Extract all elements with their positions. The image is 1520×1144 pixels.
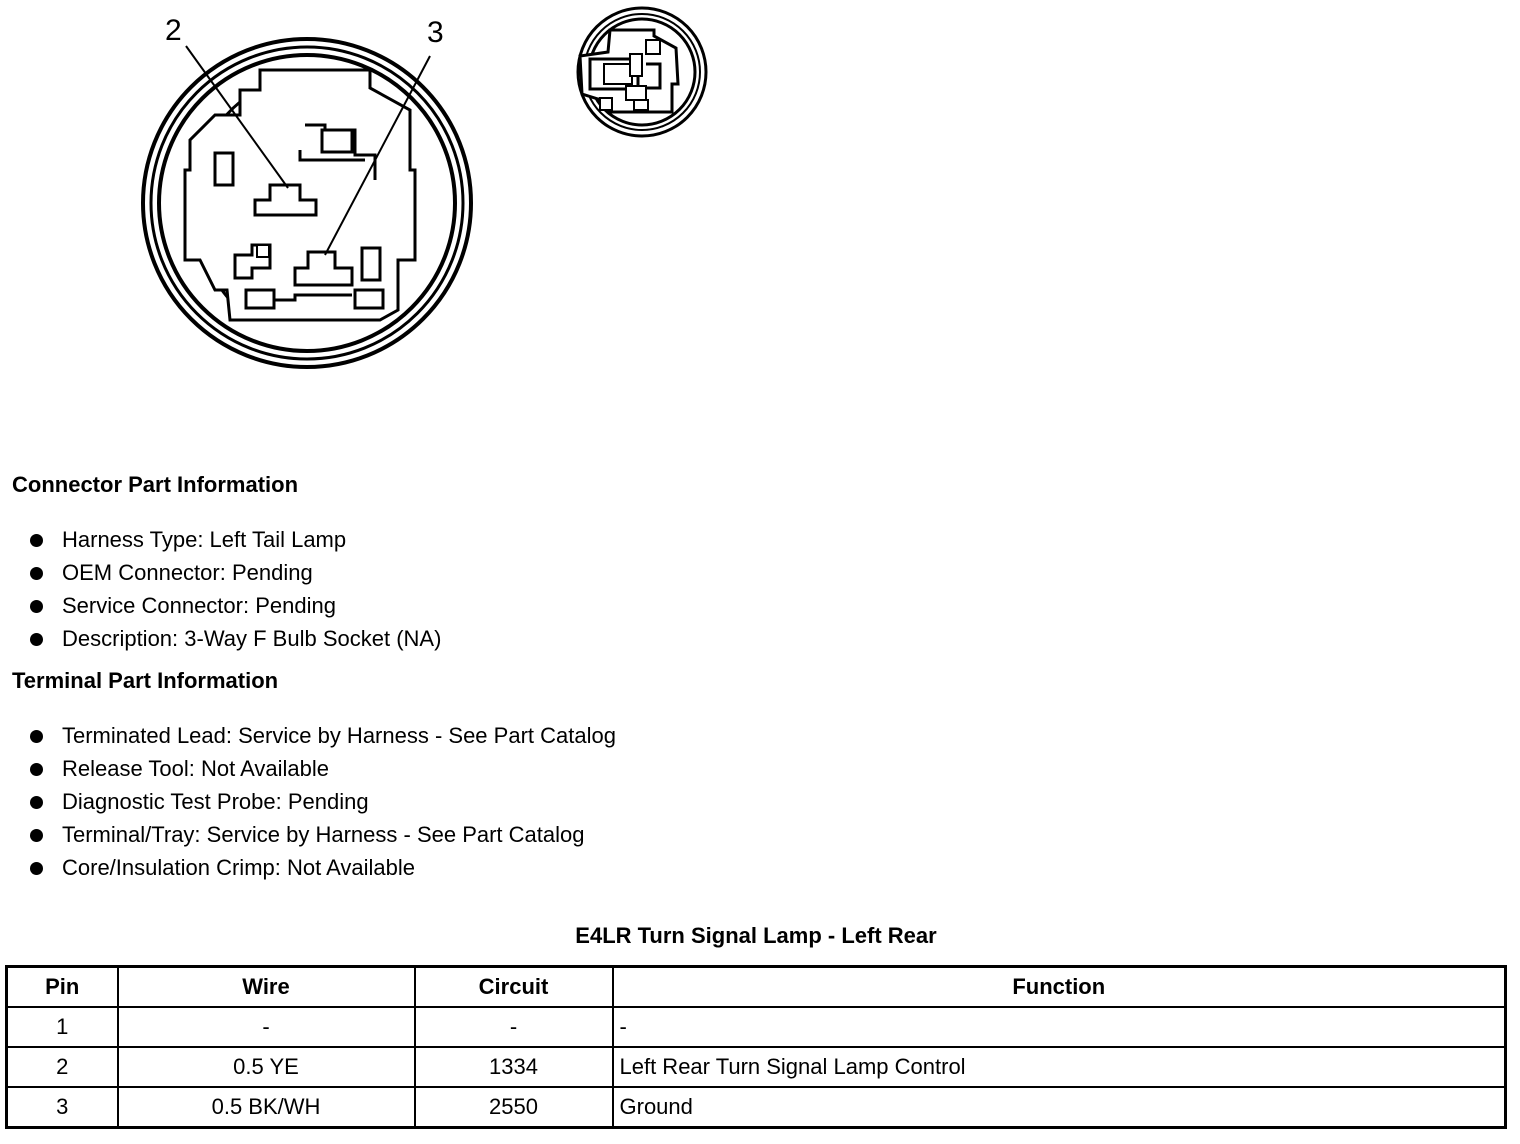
list-item-text: Service Connector: Pending — [62, 593, 336, 618]
bullet-icon — [30, 567, 43, 580]
list-item-text: Diagnostic Test Probe: Pending — [62, 789, 369, 814]
list-item — [28, 589, 441, 622]
header-wire: Wire — [118, 967, 415, 1008]
header-function: Function — [613, 967, 1506, 1008]
connector-face-diagram — [130, 10, 490, 380]
table-header-row — [7, 967, 1506, 1008]
list-item-text: Release Tool: Not Available — [62, 756, 330, 781]
cell-circuit: 1334 — [415, 1047, 613, 1087]
cell-function: Ground — [613, 1087, 1506, 1128]
cell-function: Left Rear Turn Signal Lamp Control — [613, 1047, 1506, 1087]
list-item-text: Harness Type: Left Tail Lamp — [62, 527, 347, 552]
list-item-text: Core/Insulation Crimp: Not Available — [62, 855, 415, 880]
cell-pin: 3 — [7, 1087, 118, 1128]
cell-circuit: - — [415, 1007, 613, 1047]
bullet-icon — [30, 862, 43, 875]
cell-wire: - — [118, 1007, 415, 1047]
table-row — [7, 1007, 1506, 1047]
list-item — [28, 719, 616, 752]
list-item — [28, 523, 441, 556]
list-item — [28, 851, 616, 884]
list-item — [28, 785, 616, 818]
bullet-icon — [30, 600, 43, 613]
bullet-icon — [30, 633, 43, 646]
cell-wire: 0.5 BK/WH — [118, 1087, 415, 1128]
connector-info-heading: Connector Part Information — [12, 472, 299, 497]
list-item-text: OEM Connector: Pending — [62, 560, 313, 585]
bullet-icon — [30, 763, 43, 776]
bullet-icon — [30, 829, 43, 842]
table-row — [7, 1087, 1506, 1128]
list-item — [28, 622, 441, 655]
bullet-icon — [30, 796, 43, 809]
table-title: E4LR Turn Signal Lamp - Left Rear — [575, 923, 937, 948]
list-item-text: Terminated Lead: Service by Harness - See Part Catalog — [62, 723, 616, 748]
table-row — [7, 1047, 1506, 1087]
bullet-icon — [30, 534, 43, 547]
pin-table — [5, 965, 1507, 1129]
connector-thumbnail — [568, 4, 713, 144]
list-item-text: Terminal/Tray: Service by Harness - See Part Catalog — [62, 822, 585, 847]
terminal-info-list — [28, 719, 616, 884]
callout-pin-2: 2 — [165, 14, 182, 47]
connector-info-list — [28, 523, 441, 655]
header-pin: Pin — [7, 967, 118, 1008]
cell-wire: 0.5 YE — [118, 1047, 415, 1087]
cell-circuit: 2550 — [415, 1087, 613, 1128]
list-item — [28, 752, 616, 785]
header-circuit: Circuit — [415, 967, 613, 1008]
cell-pin: 1 — [7, 1007, 118, 1047]
list-item — [28, 818, 616, 851]
list-item — [28, 556, 441, 589]
callout-pin-3: 3 — [427, 16, 444, 49]
cell-function: - — [613, 1007, 1506, 1047]
terminal-info-heading: Terminal Part Information — [12, 668, 279, 693]
bullet-icon — [30, 730, 43, 743]
list-item-text: Description: 3-Way F Bulb Socket (NA) — [62, 626, 442, 651]
cell-pin: 2 — [7, 1047, 118, 1087]
